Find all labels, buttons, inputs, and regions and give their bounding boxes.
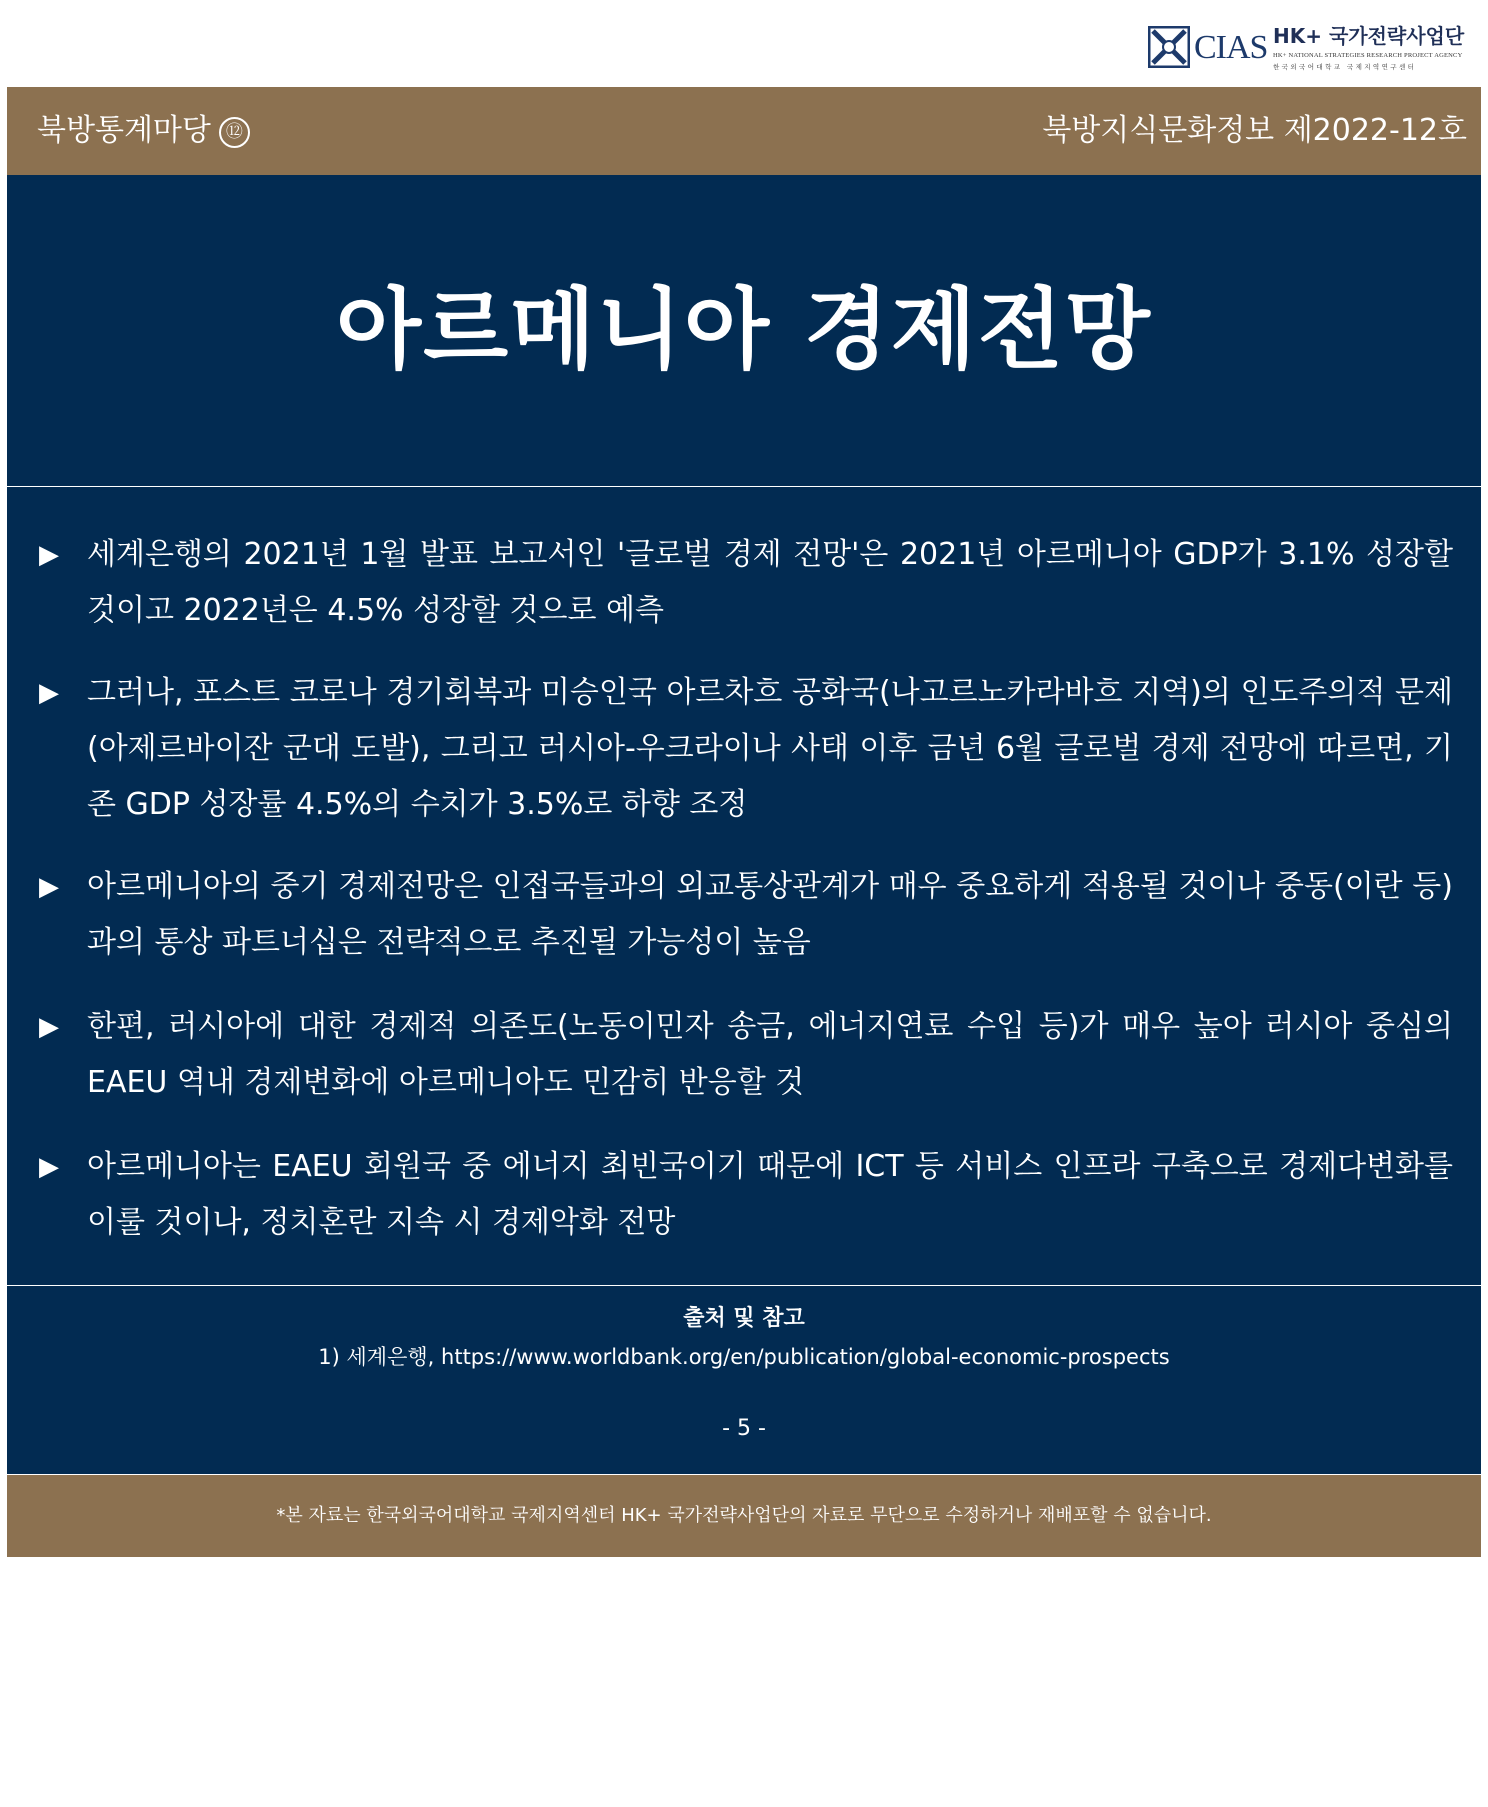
references [7,1286,1481,1474]
cias-logo [1148,22,1466,72]
references-title: 출처 및 참고 [683,1306,805,1331]
bullet-item [7,999,1481,1111]
arrow-bullet-icon: ▶ [39,540,59,570]
logo-org: HK+ 국가전략사업단 [1273,24,1465,48]
copyright-notice: *본 자료는 한국외국어대학교 국제지역센터 HK+ 국가전략사업단의 자료로 무단으로 수정하거나 재배포할 수 없습니다. [276,1505,1212,1526]
issue-label: 북방지식문화정보 제2022-12호 [1042,113,1467,148]
section-number-badge: ⑫ [219,117,250,148]
bullet-text: 아르메니아의 중기 경제전망은 인접국들과의 외교통상관계가 매우 중요하게 적용될 것이나 중동(이란 등)과의 통상 파트너십은 전략적으로 추진될 가능성이 높음 [87,869,1453,960]
arrow-bullet-icon: ▶ [39,1012,59,1042]
bullet-text: 한편, 러시아에 대한 경제적 의존도(노동이민자 송금, 에너지연료 수입 등)가 매우 높아 러시아 중심의 EAEU 역내 경제변화에 아르메니아도 민감히 반응할 것 [87,1009,1453,1100]
bullet-text: 그러나, 포스트 코로나 경기회복과 미승인국 아르차흐 공화국(나고르노카라바흐 지역)의 인도주의적 문제(아제르바이잔 군대 도발), 그리고 러시아-우크라이나 사태 이후 금년 6월 글로벌 경제 전망에 따르면, 기존 GDP 성장률 4.5%의 수치가 3.5%로 하향 조정 [87,675,1453,822]
page-title: 아르메니아 경제전망 [336,278,1152,381]
arrow-bullet-icon: ▶ [39,872,59,902]
logo-subtitle-en: HK+ NATIONAL STRATEGIES RESEARCH PROJECT AGENCY [1273,52,1463,59]
title-block [7,175,1481,486]
bullet-list [7,487,1481,1285]
section-name: 북방통계마당 [37,113,211,148]
bullet-item [7,1139,1481,1251]
bullet-item [7,527,1481,639]
header-bar [7,87,1481,175]
cias-emblem-icon [1148,26,1190,68]
bullet-item [7,665,1481,833]
logo-subtitle-kr: 한국외국어대학교 국제지역연구센터 [1273,63,1417,71]
section-label [37,111,250,151]
page-number: - 5 - [722,1416,766,1441]
footer-bar [7,1475,1481,1557]
arrow-bullet-icon: ▶ [39,1152,59,1182]
logo-name: CIAS [1194,29,1268,66]
arrow-bullet-icon: ▶ [39,678,59,708]
reference-item: 1) 세계은행, https://www.worldbank.org/en/publication/global-economic-prospects [318,1345,1170,1369]
bullet-text: 아르메니아는 EAEU 회원국 중 에너지 최빈국이기 때문에 ICT 등 서비스 인프라 구축으로 경제다변화를 이룰 것이나, 정치혼란 지속 시 경제악화 전망 [87,1149,1453,1240]
bullet-text: 세계은행의 2021년 1월 발표 보고서인 '글로벌 경제 전망'은 2021년 아르메니아 GDP가 3.1% 성장할 것이고 2022년은 4.5% 성장할 것으로 예측 [87,537,1453,628]
bullet-item [7,859,1481,971]
